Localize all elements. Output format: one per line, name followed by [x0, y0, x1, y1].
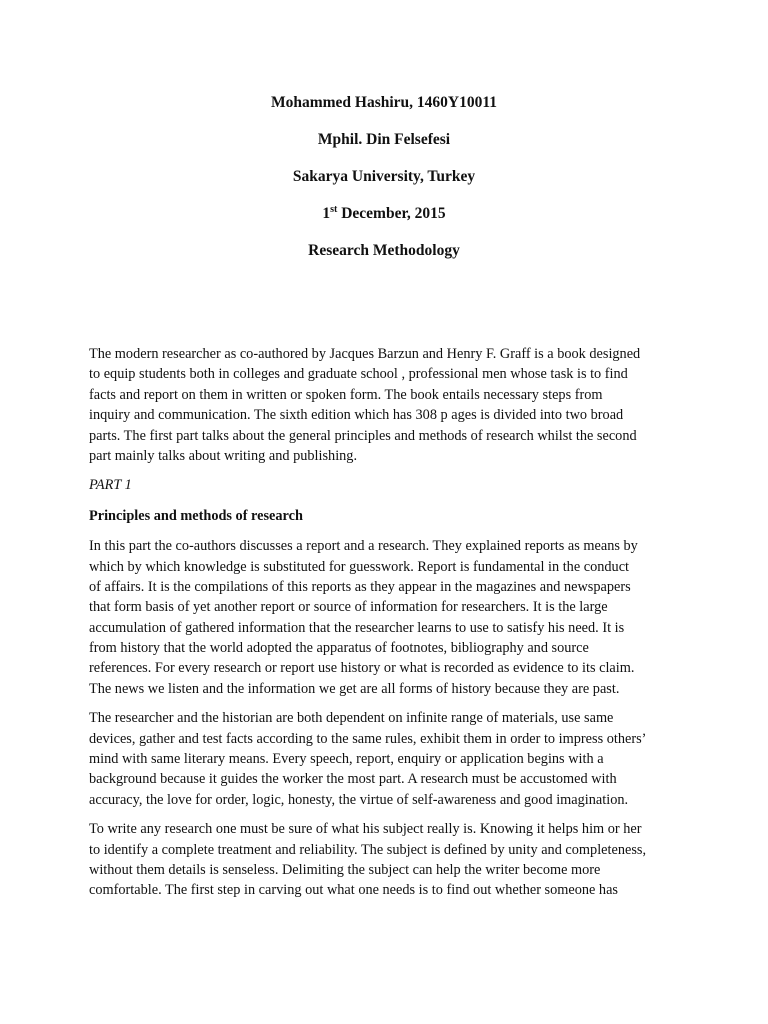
paragraph-line: to identify a complete treatment and reliability. The subject is defined by unity and completeness, [89, 841, 647, 858]
body-paragraph [89, 708, 689, 810]
paragraph-line: references. For every research or report use history or what is recorded as evidence to its claim. [89, 660, 635, 677]
date-rest: December, 2015 [337, 205, 446, 222]
author-line: Mohammed Hashiru, 1460Y10011 [270, 94, 498, 111]
paragraph-line: In this part the co-authors discusses a report and a research. They explained reports as means by [89, 538, 638, 555]
paragraph-line: The modern researcher as co-authored by Jacques Barzun and Henry F. Graff is a book designed [89, 346, 641, 362]
paragraph-line: background because it guides the worker the most part. A research must be accustomed with [89, 771, 617, 788]
university-line: Sakarya University, Turkey [292, 168, 476, 185]
paragraph-line: comfortable. The first step in carving out what one needs is to find out whether someone has [89, 882, 618, 899]
paragraph-line: of affairs. It is the compilations of this reports as they appear in the magazines and newspapers [89, 578, 631, 595]
paragraph-line: without them details is senseless. Delimiting the subject can help the writer become more [89, 861, 601, 878]
document-body [89, 344, 689, 910]
title-block [0, 94, 768, 279]
body-paragraph [89, 819, 689, 901]
paragraph-line: accuracy, the love for order, logic, honesty, the virtue of self-awareness and good imagination. [89, 791, 629, 808]
paragraph-line: inquiry and communication. The sixth edition which has 308 p ages is divided into two broad [89, 407, 624, 424]
date-line [0, 205, 768, 223]
intro-paragraph [89, 344, 689, 466]
part-label: PART 1 [89, 477, 132, 494]
paragraph-line: facts and report on them in written or spoken form. The book entails necessary steps from [89, 386, 603, 403]
paragraph-line: that form basis of yet another report or source of information for researchers. It is the large [89, 599, 608, 616]
paragraph-line: To write any research one must be sure of what his subject really is. Knowing it helps him or her [89, 821, 642, 838]
paragraph-line: mind with same literary means. Every speech, report, enquiry or application begins with a [89, 751, 604, 768]
date-suffix: st [330, 203, 338, 215]
paragraph-line: parts. The first part talks about the general principles and methods of research whilst the second [89, 427, 637, 444]
paragraph-line: The researcher and the historian are both dependent on infinite range of materials, use same [89, 710, 614, 727]
body-paragraph [89, 536, 689, 699]
paragraph-line: accumulation of gathered information that the researcher learns to use to satisfy his need. It is [89, 619, 625, 636]
paragraph-line: devices, gather and test facts according to the same rules, exhibit them in order to impress others’ [89, 730, 647, 747]
date-day: 1 [322, 205, 331, 222]
paragraph-line: The news we listen and the information we get are all forms of history because they are past. [89, 680, 620, 697]
paragraph-line: to equip students both in colleges and graduate school , professional men whose task is to find [89, 366, 628, 383]
paragraph-line: part mainly talks about writing and publishing. [89, 447, 358, 464]
paragraph-line: from history that the world adopted the apparatus of footnotes, bibliography and source [89, 640, 589, 657]
section-heading: Principles and methods of research [89, 507, 303, 524]
document-title: Research Methodology [308, 242, 460, 259]
program-line: Mphil. Din Felsefesi [317, 131, 451, 148]
paragraph-line: which by which knowledge is substituted for guesswork. Report is fundamental in the conduct [89, 558, 630, 575]
